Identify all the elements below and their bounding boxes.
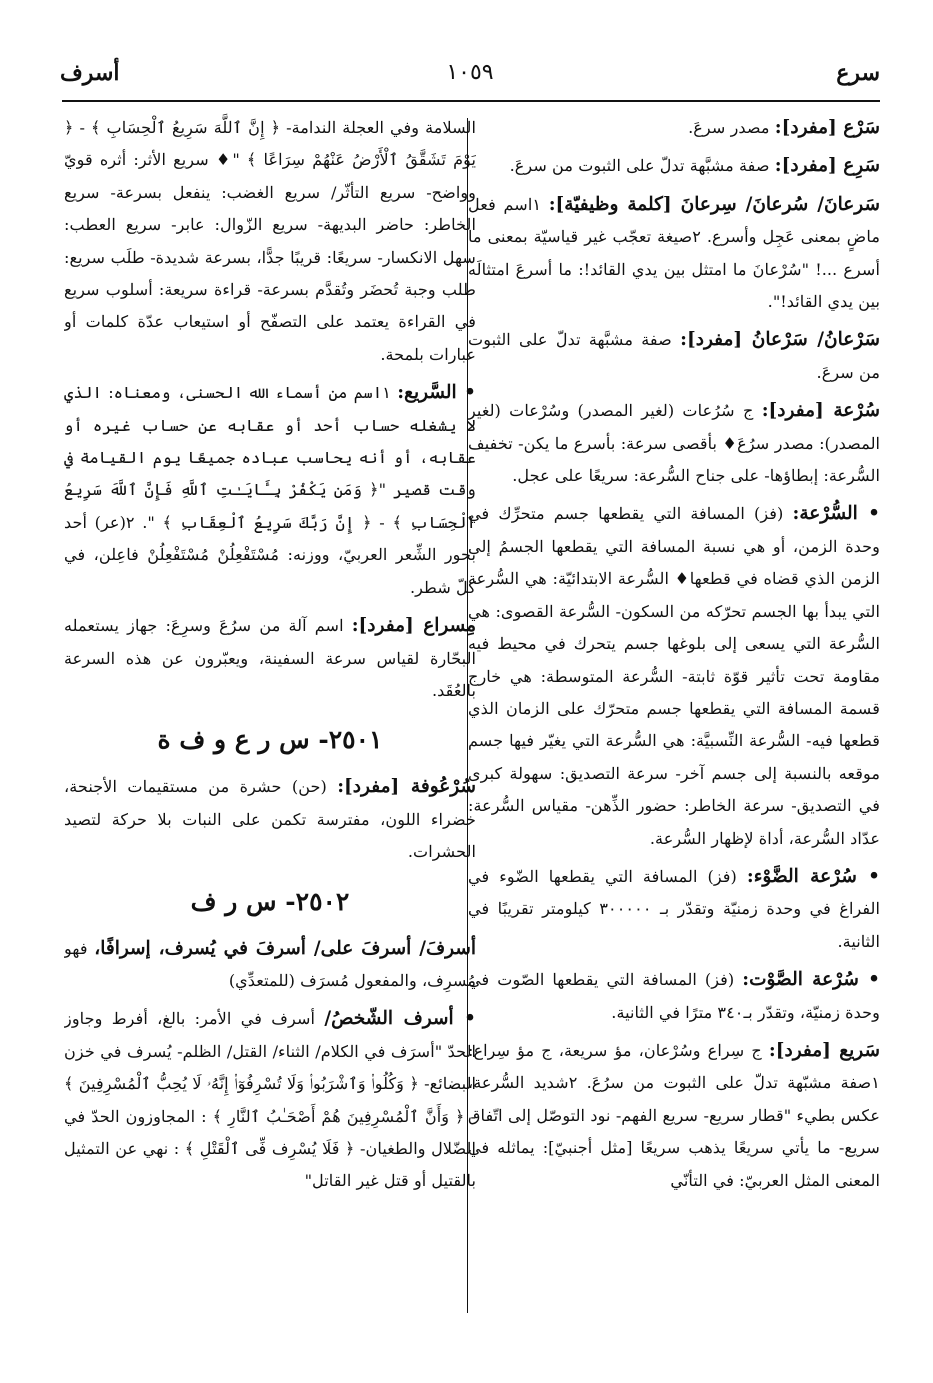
entry (468, 861, 880, 958)
definition: صفة مشبَّهة تدلّ على الثبوت من سرعَ. (509, 156, 775, 176)
headword: • أسرف الشّخصُ/ (324, 1008, 476, 1030)
definition: مصدر سرعَ. (688, 118, 775, 137)
entry (64, 377, 476, 604)
header-root-left: أسرف (60, 60, 120, 86)
headword: سُرْعُوفة [مفرد]: (337, 776, 476, 798)
definition: فهو مُسرِف، والمفعول مُسرَف (للمتعدِّي) (64, 938, 476, 990)
entry (468, 112, 880, 144)
definition: ١اسم من أسماء الله الحسنى، ومعناه: الذي لا يشغله حساب أحد أو عقابه عن حساب غيره أو عقابه، أو أنه يحاسب عباده جميعًا يوم القيامة في وقت قصير "﴿ وَمَن يَكْفُرْ بِـَٔايَـٰتِ ٱللَّهِ فَإِنَّ ٱللَّهَ سَرِيعُ ٱلْحِسَابِ ﴾ - ﴿ إِنَّ رَبَّكَ سَرِيعُ ٱلْعِقَابِ ﴾ ". ٢(عر) أحد بحور الشِّعر العربيّ، ووزنه: مُسْتَفْعِلُنْ مُسْتَفْعِلُنْ فاعِلن، في كلّ شطر. (64, 383, 476, 597)
header-rule (62, 100, 880, 102)
definition: صفة مشبَّهة تدلّ على الثبوت من سرعَ. (468, 330, 880, 382)
headword: سَرِع [مفرد]: (774, 155, 880, 177)
entry (64, 112, 476, 371)
entry (468, 324, 880, 389)
entry (64, 933, 476, 998)
header-root-right: سرع (836, 60, 880, 86)
entry (64, 771, 476, 868)
entry (468, 395, 880, 492)
headword: سَرْعانُ/ سَرْعانُ [مفرد]: (680, 329, 880, 351)
definition: ج سِراع وسُرْعان، مؤ سريعة، ج مؤ سِراع: ١صفة مشبّهة تدلّ على الثبوت من سرُعَ. ٢شديد السُّرعة، عكس بطيء "قطار سريع- سريع الفهم- نود التوصّل إلى اتّفاق سريع- ما يأتي سريعًا يذهب سريعًا [مثل أجنبيّ]: يماثله في المعنى المثل العربيّ: في التأنّي (468, 1040, 880, 1190)
definition: اسم آلة من سرُعَ وسرِعَ: جهاز يستعمله البحّارة لقياس سرعة السفينة، ويعبّرون عن هذه السرعة بالعُقَد. (64, 616, 476, 700)
headword: مِسراع [مفرد]: (351, 615, 476, 637)
entry (64, 1003, 476, 1197)
headword: أسرفَ/ أسرفَ على/ أسرفَ في يُسرف، إسرافًا، (94, 937, 476, 959)
entry (468, 150, 880, 182)
headword: سَرْع [مفرد]: (774, 117, 880, 138)
entry (64, 610, 476, 707)
definition: (فز) المسافة التي يقطعها الصّوت في وحدة زمنيّة، وتقدّر بـ٣٤٠ مترًا في الثانية. (468, 970, 880, 1022)
root-section-title: ٢٥٠٢- س ر ف (190, 886, 350, 916)
headword: • السَّريع: (397, 382, 476, 404)
definition: أسرف في الأمر: بالغ، أفرط وجاوز الحدّ "أسرَف في الكلام/ الثناء/ القتل/ الظلم- يُسرف في خزن البضائع- ﴿ وَكُلُوا۟ وَٱشْرَبُوا۟ وَلَا تُسْرِفُوٓا۟ إِنَّهُۥ لَا يُحِبُّ ٱلْمُسْرِفِينَ ﴾ - ﴿ وَأَنَّ ٱلْمُسْرِفِينَ هُمْ أَصْحَـٰبُ ٱلنَّارِ ﴾ : المجاوزون الحدّ في الضّلال والطغيان- ﴿ فَلَا يُسْرِف فِّى ٱلْقَتْلِ ﴾ : نهي عن التمثيل بالقتيل أو قتل غير القاتل" (64, 1009, 476, 1191)
entry (468, 189, 880, 319)
left-column (64, 112, 476, 1312)
headword: سَريع [مفرد]: (768, 1039, 880, 1061)
headword: سَرعانَ/ سُرعانَ/ سِرعانَ [كلمة وظيفيّة]: (548, 193, 880, 215)
definition: ١اسم فعل ماضٍ بمعنى عَجِل وأسرع. ٢صيغة تعجّب غير قياسيّة بمعنى ما أسرع ...! "سُرْعانَ ما امتثل بين يدي القائد!: ما أسرعَ امتثالَه بين يدي القائد!". (468, 194, 880, 312)
root-section-title: ٢٥٠١- س ر ع و ف ة (157, 725, 383, 755)
entry (468, 1035, 880, 1197)
page-header (60, 52, 880, 92)
right-column (468, 112, 880, 1312)
definition: ج سُرُعات (لغير المصدر) وسُرْعات (لغير المصدر): مصدر سرُعَ♦ بأقصى سرعة: بأسرع ما يكن- تخفيف السُّرعة: إبطاؤها- على جناح السُّرعة: سريعًا على عجل. (468, 401, 880, 486)
headword: • السُّرْعة: (792, 503, 880, 525)
headword: • سُرْعة الضَّوْء: (746, 865, 880, 887)
definition: (فز) المسافة التي يقطعها الضّوء في الفراغ في وحدة زمنيّة وتقدّر بـ ٣٠٠٠٠٠ كيلومتر تقريبًا في الثانية. (468, 866, 880, 951)
definition: السلامة وفي العجلة الندامة- ﴿ إِنَّ ٱللَّهَ سَرِيعُ ٱلْحِسَابِ ﴾ - ﴿ يَوْمَ تَشَقَّقُ ٱلْأَرْضُ عَنْهُمْ سِرَاعًا ﴾ "♦ سريع الأثر: أثره قويّ وواضح- سريع التأثّر/ سريع الغضب: ينفعل بسرعة- سريع الخاطر: حاضر البديهة- سريع الزّوال: عابر- سريع العطب: سهل الانكسار- سريعًا: قريبًا جدًّا، بسرعة شديدة- طلَب سريع: طلب وجبة تُحضَر وتُقدَّم بسرعة- قراءة سريعة: أسلوب سريع في القراءة يعتمد على التصفّح أو استيعاب عدّة كلمات أو عبارات بلمحة. (64, 118, 476, 364)
headword: • سُرْعة الصَّوْت: (742, 969, 880, 991)
definition: (فز) المسافة التي يقطعها جسم متحرِّك في وحدة الزمن، أو هي نسبة المسافة التي يقطعها الجسمُ إلى الزمن الذي قضاه في قطعها♦ السُّرعة الابتدائيّة: هي السُّرعة التي يبدأ بها الجسم تحرّكه من السكون- السُّرعة القصوى: هي السُّرعة التي يسعى إلى بلوغها جسم يتحرك في محيط فيه مقاومة تحت تأثير قوّة ثابتة- السُّرعة المتوسطة: هي خارج قسمة المسافة التي يقطعها جسم متحرّك على الزمان الذي قطعها فيه- السُّرعة النِّسبيَّة: هي السُّرعة التي يغيّر فيها جسم موقعه بالنسبة إلى جسم آخر- سرعة التصديق: سهولة كبرى في التصديق- سرعة الخاطر: حضور الذِّهن- مقياس السُّرعة: عدّاد السُّرعة، أداة لإظهار السُّرعة. (468, 504, 880, 848)
entry (468, 498, 880, 854)
page-number: ١٠٥٩ (446, 60, 494, 85)
headword: سُرْعة [مفرد]: (761, 400, 880, 422)
entry (468, 964, 880, 1029)
definition: (حن) حشرة من مستقيمات الأجنحة، خضراء اللون، مفترسة تكمن على النبات بلا حركة لتصيد الحشرات. (64, 777, 476, 862)
